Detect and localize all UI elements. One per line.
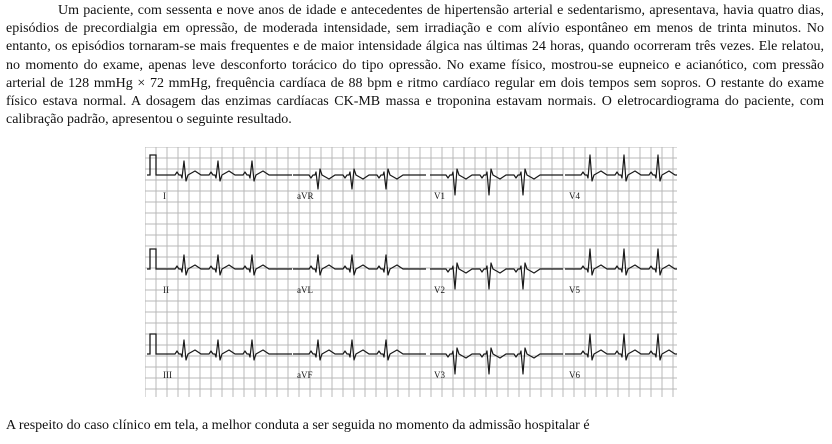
lead-label-v5: V5 — [569, 285, 580, 295]
lead-label-v1: V1 — [434, 191, 445, 201]
lead-label-avr: aVR — [297, 191, 314, 201]
ecg-paper-background — [145, 147, 677, 397]
lead-label-ii: II — [163, 285, 169, 295]
case-description: Um paciente, com sessenta e nove anos de idade e antecedentes de hipertensão arterial e sedentarismo, apresentava, havia quatro dias, episódios de precordialgia em opressão, de moderada intensidade, sem irradiação e com alívio espontâneo em menos de trinta minutos. No entanto, os episódios tornaram-se mais frequentes e de maior intensidade álgica nas últimas 24 horas, quando ocorreram três vezes. Ele relatou, no momento do exame, apenas leve desconforto torácico do tipo opressão. No exame físico, mostrou-se eupneico e acianótico, com pressão arterial de 128 mmHg × 72 mmHg, frequência cardíaca de 88 bpm e ritmo cardíaco regular em dois tempos sem sopros. O restante do exame físico estava normal. A dosagem das enzimas cardíacas CK-MB massa e troponina estavam normais. O eletrocardiograma do paciente, com calibração padrão, apresentou o seguinte resultado. — [6, 3, 824, 128]
lead-label-v3: V3 — [434, 370, 445, 380]
question-stem: A respeito do caso clínico em tela, a melhor conduta a ser seguida no momento da admissão hospitalar é — [6, 418, 590, 433]
lead-label-i: I — [163, 191, 166, 201]
lead-label-v6: V6 — [569, 370, 580, 380]
ecg-image — [145, 147, 677, 397]
lead-label-iii: III — [163, 370, 172, 380]
lead-label-avf: aVF — [297, 370, 313, 380]
lead-label-v2: V2 — [434, 285, 445, 295]
lead-label-avl: aVL — [297, 285, 313, 295]
lead-label-v4: V4 — [569, 191, 580, 201]
